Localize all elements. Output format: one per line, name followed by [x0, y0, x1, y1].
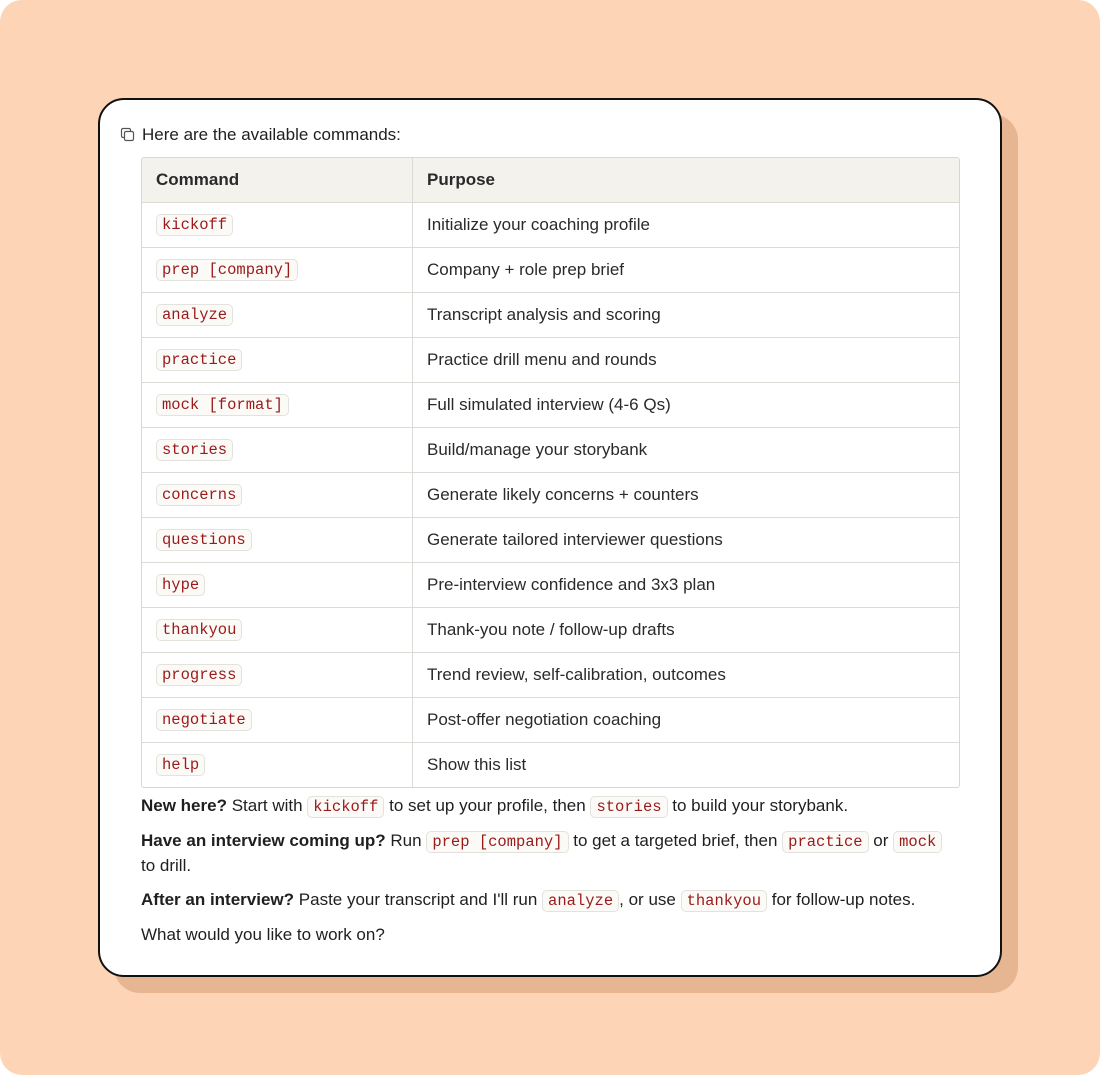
- table-row: [142, 562, 959, 607]
- table-row: [142, 382, 959, 427]
- command-code: practice: [156, 349, 242, 371]
- intro-line: [120, 124, 401, 146]
- tip-text: to drill.: [141, 856, 192, 875]
- tip-after-interview: [141, 888, 961, 913]
- table-body: [142, 202, 959, 787]
- table-row: [142, 742, 959, 787]
- command-code: stories: [156, 439, 233, 461]
- code-chip: mock: [893, 831, 942, 853]
- table-row: [142, 472, 959, 517]
- command-cell: [142, 698, 413, 742]
- command-cell: [142, 743, 413, 787]
- purpose-cell: Pre-interview confidence and 3x3 plan: [427, 575, 716, 594]
- code-chip: prep [company]: [426, 831, 568, 853]
- command-cell: [142, 563, 413, 607]
- tip-text: Start with: [226, 796, 308, 815]
- command-code: mock [format]: [156, 394, 289, 416]
- purpose-cell: Generate likely concerns + counters: [427, 485, 699, 504]
- command-cell: [142, 383, 413, 427]
- purpose-cell: Show this list: [427, 755, 527, 774]
- command-cell: [142, 608, 413, 652]
- command-cell: [142, 338, 413, 382]
- code-chip: kickoff: [307, 796, 384, 818]
- command-cell: [142, 653, 413, 697]
- purpose-cell: Generate tailored interviewer questions: [427, 530, 723, 549]
- table-row: [142, 652, 959, 697]
- code-chip: stories: [590, 796, 667, 818]
- purpose-cell: Company + role prep brief: [427, 260, 625, 279]
- tip-text: , or use: [619, 890, 681, 909]
- purpose-cell: Practice drill menu and rounds: [427, 350, 657, 369]
- command-code: prep [company]: [156, 259, 298, 281]
- command-code: help: [156, 754, 205, 776]
- code-chip: analyze: [542, 890, 619, 912]
- command-code: thankyou: [156, 619, 242, 641]
- copy-icon[interactable]: [120, 127, 136, 143]
- purpose-cell: Build/manage your storybank: [427, 440, 648, 459]
- command-code: concerns: [156, 484, 242, 506]
- purpose-cell: Thank-you note / follow-up drafts: [427, 620, 675, 639]
- command-cell: [142, 203, 413, 247]
- purpose-cell: Initialize your coaching profile: [427, 215, 651, 234]
- tip-lead: After an interview?: [141, 890, 295, 909]
- command-cell: [142, 473, 413, 517]
- command-cell: [142, 293, 413, 337]
- table-row: [142, 337, 959, 382]
- header-purpose: Purpose: [427, 170, 496, 189]
- command-cell: [142, 428, 413, 472]
- header-command: Command: [142, 158, 413, 202]
- purpose-cell: Post-offer negotiation coaching: [427, 710, 662, 729]
- purpose-cell: Full simulated interview (4-6 Qs): [427, 395, 671, 414]
- tip-lead: Have an interview coming up?: [141, 831, 386, 850]
- closing-question: What would you like to work on?: [141, 925, 385, 944]
- table-row: [142, 427, 959, 472]
- tip-text: Run: [385, 831, 427, 850]
- purpose-cell: Trend review, self-calibration, outcomes: [427, 665, 726, 684]
- tip-text: to set up your profile, then: [384, 796, 591, 815]
- message-card: [98, 98, 1002, 977]
- tip-interview-soon: [141, 829, 961, 878]
- commands-table: [141, 157, 960, 788]
- command-code: questions: [156, 529, 252, 551]
- command-code: kickoff: [156, 214, 233, 236]
- tip-text: to get a targeted brief, then: [568, 831, 783, 850]
- tip-new-here: [141, 794, 961, 819]
- table-row: [142, 517, 959, 562]
- purpose-cell: Transcript analysis and scoring: [427, 305, 661, 324]
- command-code: progress: [156, 664, 242, 686]
- tip-lead: New here?: [141, 796, 227, 815]
- command-code: hype: [156, 574, 205, 596]
- table-row: [142, 247, 959, 292]
- intro-text: Here are the available commands:: [142, 125, 401, 144]
- table-row: [142, 607, 959, 652]
- tip-text: for follow-up notes.: [767, 890, 916, 909]
- command-code: negotiate: [156, 709, 252, 731]
- table-row: [142, 697, 959, 742]
- table-header: [142, 158, 959, 202]
- code-chip: practice: [782, 831, 868, 853]
- tip-text: Paste your transcript and I'll run: [294, 890, 543, 909]
- command-cell: [142, 248, 413, 292]
- tips-section: [141, 794, 961, 957]
- code-chip: thankyou: [681, 890, 767, 912]
- table-row: [142, 202, 959, 247]
- command-code: analyze: [156, 304, 233, 326]
- table-row: [142, 292, 959, 337]
- command-cell: [142, 518, 413, 562]
- tip-text: or: [868, 831, 894, 850]
- tip-text: to build your storybank.: [667, 796, 849, 815]
